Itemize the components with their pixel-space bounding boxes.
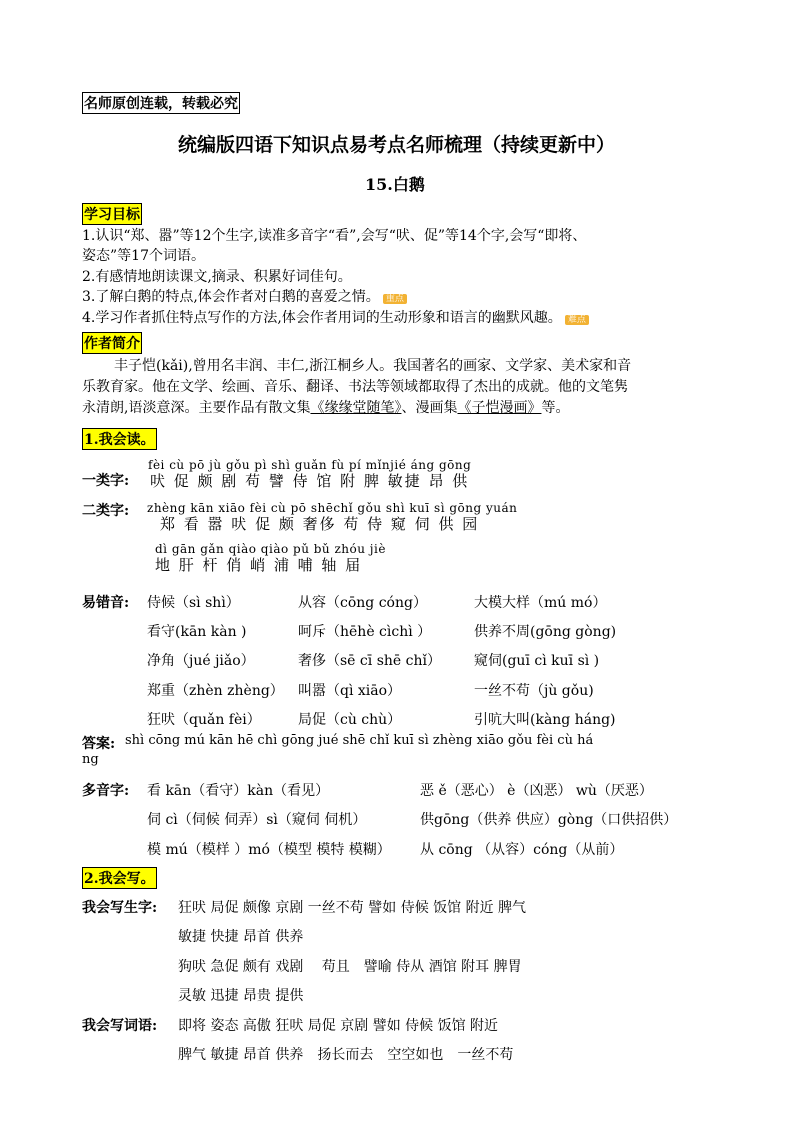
write-words-row2: 脾气 敏捷 昂首 供养 扬长而去 空空如也 一丝不苟	[178, 1047, 514, 1063]
confusing-2-3: 供养不周(gōng gòng)	[474, 624, 617, 640]
class1-chars: 吠 促 颇 剧 苟 譬 侍 馆 附 脾 敏捷 昂 供	[150, 472, 470, 490]
confusing-1-3: 大模大样（mú mó）	[474, 595, 607, 611]
class2-chars: 郑 看 嚣 吠 促 颇 奢侈 苟 侍 窥 伺 供 园	[160, 515, 480, 533]
polyphone-2-2: 供gōng（供养 供应）gòng（口供招供）	[420, 812, 678, 828]
key-point-tag: 重点	[383, 294, 407, 304]
write-chars-row2: 敏捷 快捷 昂首 供养	[178, 929, 304, 945]
write-chars-row1: 狂吠 局促 颇像 京剧 一丝不苟 譬如 侍候 饭馆 附近 脾气	[178, 900, 527, 916]
class2-pinyin: zhèng kān xiāo fèi cù pō shēchǐ gǒu shì kuī sì gōng yuán	[147, 501, 518, 515]
class2-label: 二类字:	[82, 503, 130, 519]
goal-2: 2.有感情地朗读课文,摘录、积累好词佳句。	[82, 269, 352, 285]
goal-1-line1: 1.认识“郑、嚣”等12个生字,读准多音字“看”,会写“吠、促”等14个字,会写“即将、	[82, 228, 587, 244]
answer-line1: shì cōng mú kān hē chì gōng jué shē chǐ kuī sì zhèng xiāo gǒu fèi cù há	[125, 733, 594, 748]
lesson-title: 15.白鹅	[365, 175, 425, 194]
confusing-1-1: 侍候（sì shì）	[147, 595, 240, 611]
goal-3-text: 3.了解白鹅的特点,体会作者对白鹅的喜爱之情。	[82, 289, 380, 305]
confusing-3-3: 窥伺(guī cì kuī sì )	[474, 653, 600, 669]
confusing-5-3: 引吭大叫(kàng háng)	[474, 712, 616, 728]
polyphone-2-1: 伺 cì（伺候 伺弄）sì（窥伺 伺机）	[147, 812, 367, 828]
write-chars-row4: 灵敏 迅捷 昂贵 提供	[178, 988, 304, 1004]
page-title: 统编版四语下知识点易考点名师梳理（持续更新中）	[178, 134, 616, 156]
confusing-5-2: 局促（cù chù）	[298, 712, 402, 728]
confusing-3-1: 净角（jué jiǎo）	[147, 653, 255, 669]
learning-goals-heading: 学习目标	[82, 203, 142, 225]
write-chars-row3: 狗吠 急促 颇有 戏剧 苟且 譬喻 侍从 酒馆 附耳 脾胃	[178, 959, 522, 975]
book-title-1: 《缘缘堂随笔》	[310, 400, 402, 416]
section-read-heading: 1.我会读。	[82, 428, 157, 450]
author-line3-start: 永清朗,语淡意深。主要作品有散文集	[82, 400, 311, 416]
goal-4	[82, 307, 589, 327]
goal-4-text: 4.学习作者抓住特点写作的方法,体会作者用词的生动形象和语言的幽默风趣。	[82, 310, 562, 326]
class1-pinyin: fèi cù pō jù gǒu pì shì guǎn fù pí mǐnjié áng gōng	[148, 458, 472, 472]
author-line1: 丰子恺(kǎi),曾用名丰润、丰仁,浙江桐乡人。我国著名的画家、文学家、美术家和音	[114, 358, 632, 374]
polyphone-3-1: 模 mú（模样 ）mó（模型 模特 模糊）	[147, 842, 391, 858]
author-line3-mid: 、漫画集	[401, 400, 458, 416]
confusing-label: 易错音:	[82, 595, 130, 611]
answer-line2: ng	[82, 752, 99, 767]
confusing-2-2: 呵斥（hēhè cìchì ）	[298, 624, 432, 640]
goal-1-line2: 姿态”等17个词语。	[82, 248, 205, 264]
class2-pinyin-2: dì gān gǎn qiào qiào pǔ bǔ zhóu jiè	[155, 542, 386, 556]
confusing-1-2: 从容（cōng cóng）	[298, 595, 427, 611]
confusing-4-1: 郑重（zhèn zhèng）	[147, 683, 284, 699]
answer-label: 答案:	[82, 736, 116, 752]
confusing-2-1: 看守(kān kàn )	[147, 624, 247, 640]
polyphone-1-1: 看 kān（看守）kàn（看见）	[147, 783, 330, 799]
write-words-row1: 即将 姿态 高傲 狂吠 局促 京剧 譬如 侍候 饭馆 附近	[178, 1018, 499, 1034]
confusing-4-3: 一丝不苟（jù gǒu)	[474, 683, 594, 699]
difficulty-tag: 难点	[565, 315, 589, 325]
class2-chars-2: 地 肝 杆 俏 峭 浦 哺 轴 届	[155, 556, 363, 574]
section-write-heading: 2.我会写。	[82, 867, 157, 889]
class1-label: 一类字:	[82, 473, 130, 489]
author-line2: 乐教育家。他在文学、绘画、音乐、翻译、书法等领域都取得了杰出的成就。他的文笔隽	[82, 379, 628, 395]
confusing-3-2: 奢侈（sē cī shē chǐ）	[298, 653, 441, 669]
write-chars-label: 我会写生字:	[82, 900, 158, 916]
polyphone-label: 多音字:	[82, 783, 130, 799]
author-line3	[82, 397, 569, 417]
write-words-label: 我会写词语:	[82, 1018, 158, 1034]
confusing-4-2: 叫嚣（qì xiāo）	[298, 683, 402, 699]
copyright-notice: 名师原创连载，转载必究	[82, 92, 240, 114]
confusing-5-1: 狂吠（quǎn fèi）	[147, 712, 261, 728]
goal-3	[82, 286, 407, 306]
author-line3-end: 等。	[541, 400, 570, 416]
author-heading: 作者简介	[82, 332, 142, 354]
polyphone-1-2: 恶 ě（恶心） è（凶恶） wù（厌恶）	[420, 783, 653, 799]
polyphone-3-2: 从 cōng （从容）cóng（从前）	[420, 842, 624, 858]
book-title-2: 《子恺漫画》	[457, 400, 542, 416]
